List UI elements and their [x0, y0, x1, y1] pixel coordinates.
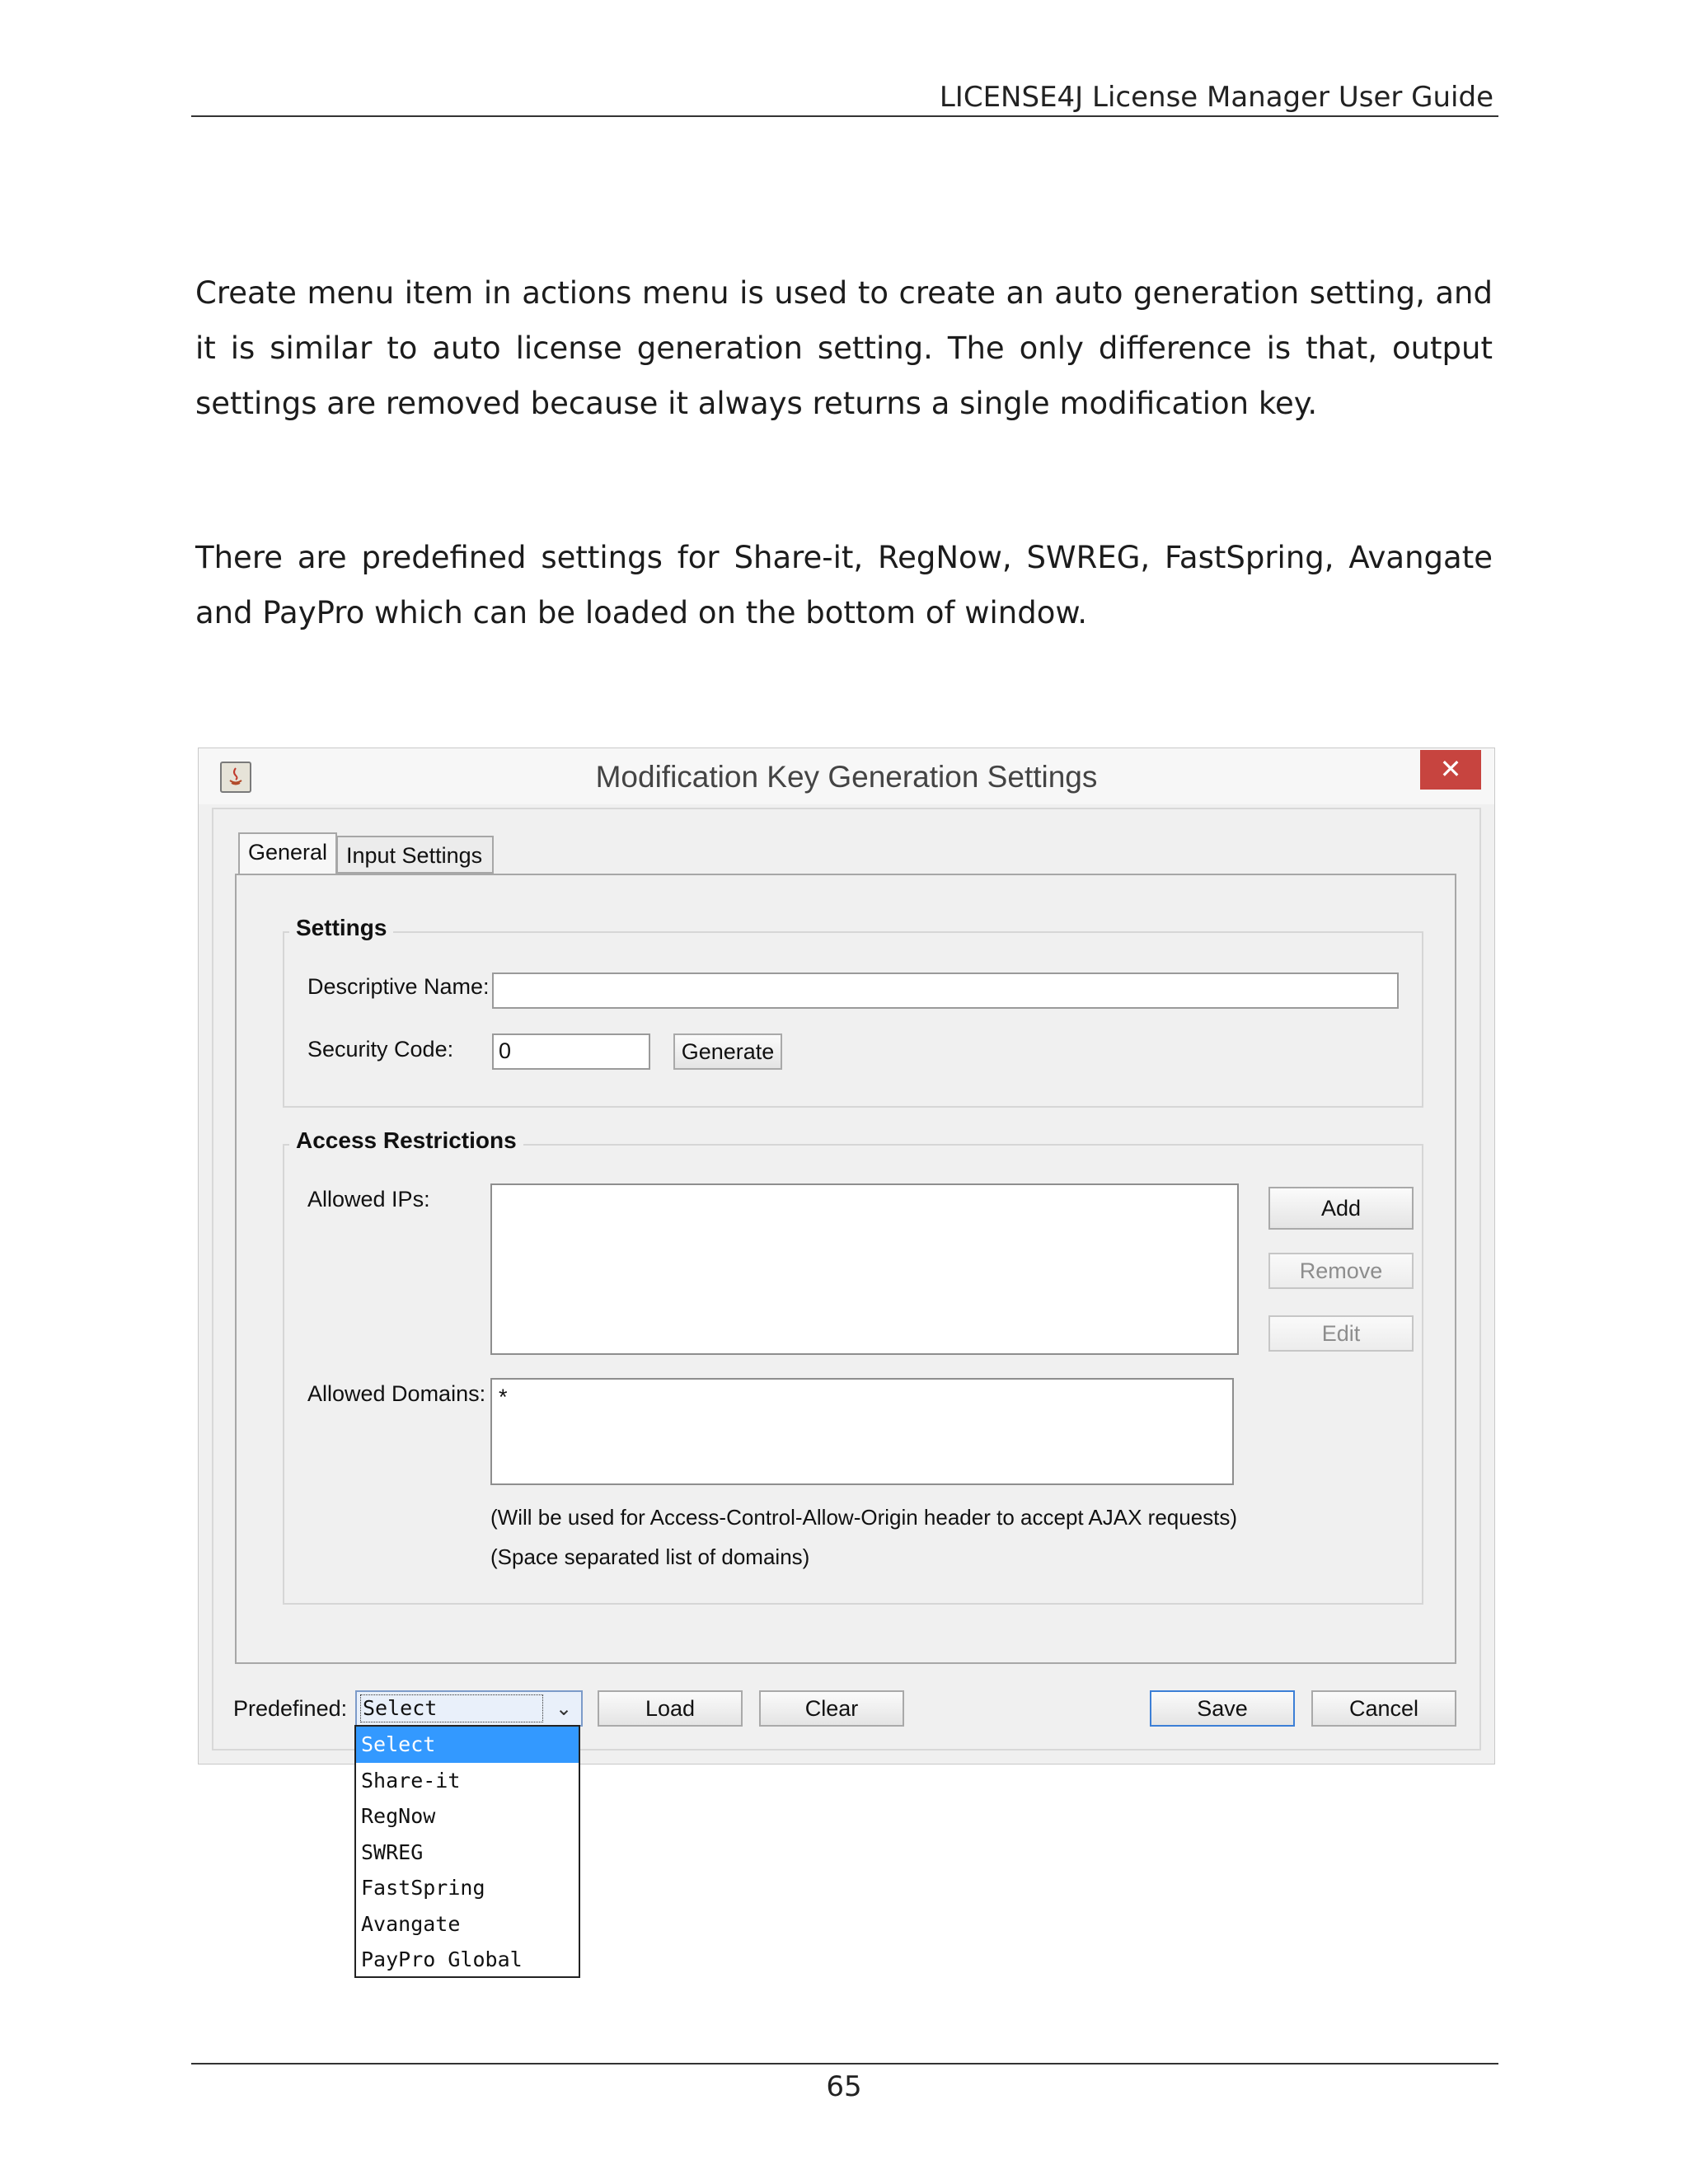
page-number: 65 — [826, 2070, 862, 2103]
dropdown-option-paypro-global[interactable]: PayPro Global — [361, 1947, 523, 1971]
allowed-domains-label: Allowed Domains: — [307, 1381, 486, 1406]
footer-rule — [191, 2063, 1498, 2064]
close-icon[interactable]: ✕ — [1420, 750, 1481, 790]
descriptive-name-field[interactable] — [492, 972, 1399, 1009]
allowed-domains-help-format: (Space separated list of domains) — [490, 1544, 810, 1569]
clear-button[interactable]: Clear — [759, 1690, 904, 1727]
predefined-dropdown-list — [354, 1725, 580, 1978]
save-button[interactable]: Save — [1150, 1690, 1295, 1727]
add-ip-button[interactable]: Add — [1268, 1187, 1414, 1230]
tab-general[interactable]: General — [238, 832, 337, 875]
header-rule — [191, 115, 1498, 117]
access-restrictions-group — [283, 1127, 1423, 1605]
tab-input-settings[interactable]: Input Settings — [337, 836, 494, 874]
dropdown-option-fastspring[interactable]: FastSpring — [361, 1876, 485, 1900]
running-header: LICENSE4J License Manager User Guide — [939, 81, 1493, 114]
settings-group — [283, 915, 1423, 1108]
access-restrictions-title: Access Restrictions — [289, 1127, 523, 1154]
allowed-ips-list[interactable] — [490, 1183, 1239, 1355]
dialog-titlebar — [199, 748, 1494, 804]
cancel-button[interactable]: Cancel — [1311, 1690, 1456, 1727]
predefined-combo-value: Select — [360, 1694, 543, 1722]
chevron-down-icon[interactable]: ⌄ — [555, 1698, 573, 1720]
generate-button[interactable]: Generate — [673, 1033, 782, 1070]
descriptive-name-label: Descriptive Name: — [307, 974, 490, 999]
allowed-domains-field[interactable]: * — [490, 1378, 1234, 1485]
remove-ip-button[interactable]: Remove — [1268, 1253, 1414, 1289]
load-button[interactable]: Load — [598, 1690, 743, 1727]
predefined-label: Predefined: — [233, 1696, 348, 1721]
dropdown-option-select[interactable]: Select — [356, 1727, 579, 1763]
dropdown-option-avangate[interactable]: Avangate — [361, 1911, 461, 1936]
security-code-label: Security Code: — [307, 1037, 454, 1062]
paragraph-predefined: There are predefined settings for Share-it, RegNow, SWREG, FastSpring, Avangate and PayPro which can be loaded on the bottom of window. — [195, 540, 1493, 630]
security-code-field[interactable]: 0 — [492, 1033, 650, 1070]
dropdown-option-share-it[interactable]: Share-it — [361, 1768, 461, 1793]
general-tab-panel — [235, 874, 1456, 1664]
settings-dialog — [198, 748, 1495, 1765]
dropdown-option-regnow[interactable]: RegNow — [361, 1804, 436, 1828]
predefined-combo[interactable] — [355, 1690, 583, 1727]
allowed-ips-label: Allowed IPs: — [307, 1187, 430, 1212]
dropdown-option-swreg[interactable]: SWREG — [361, 1840, 424, 1864]
allowed-domains-help-ajax: (Will be used for Access-Control-Allow-Origin header to accept AJAX requests) — [490, 1505, 1238, 1530]
paragraph-create-menu: Create menu item in actions menu is used to create an auto generation setting, and it is similar to auto license generation setting. The only difference is that, output settings are removed because it always returns a single modification key. — [195, 275, 1493, 421]
edit-ip-button[interactable]: Edit — [1268, 1315, 1414, 1352]
dialog-title: Modification Key Generation Settings — [595, 760, 1098, 794]
settings-group-title: Settings — [289, 915, 393, 941]
